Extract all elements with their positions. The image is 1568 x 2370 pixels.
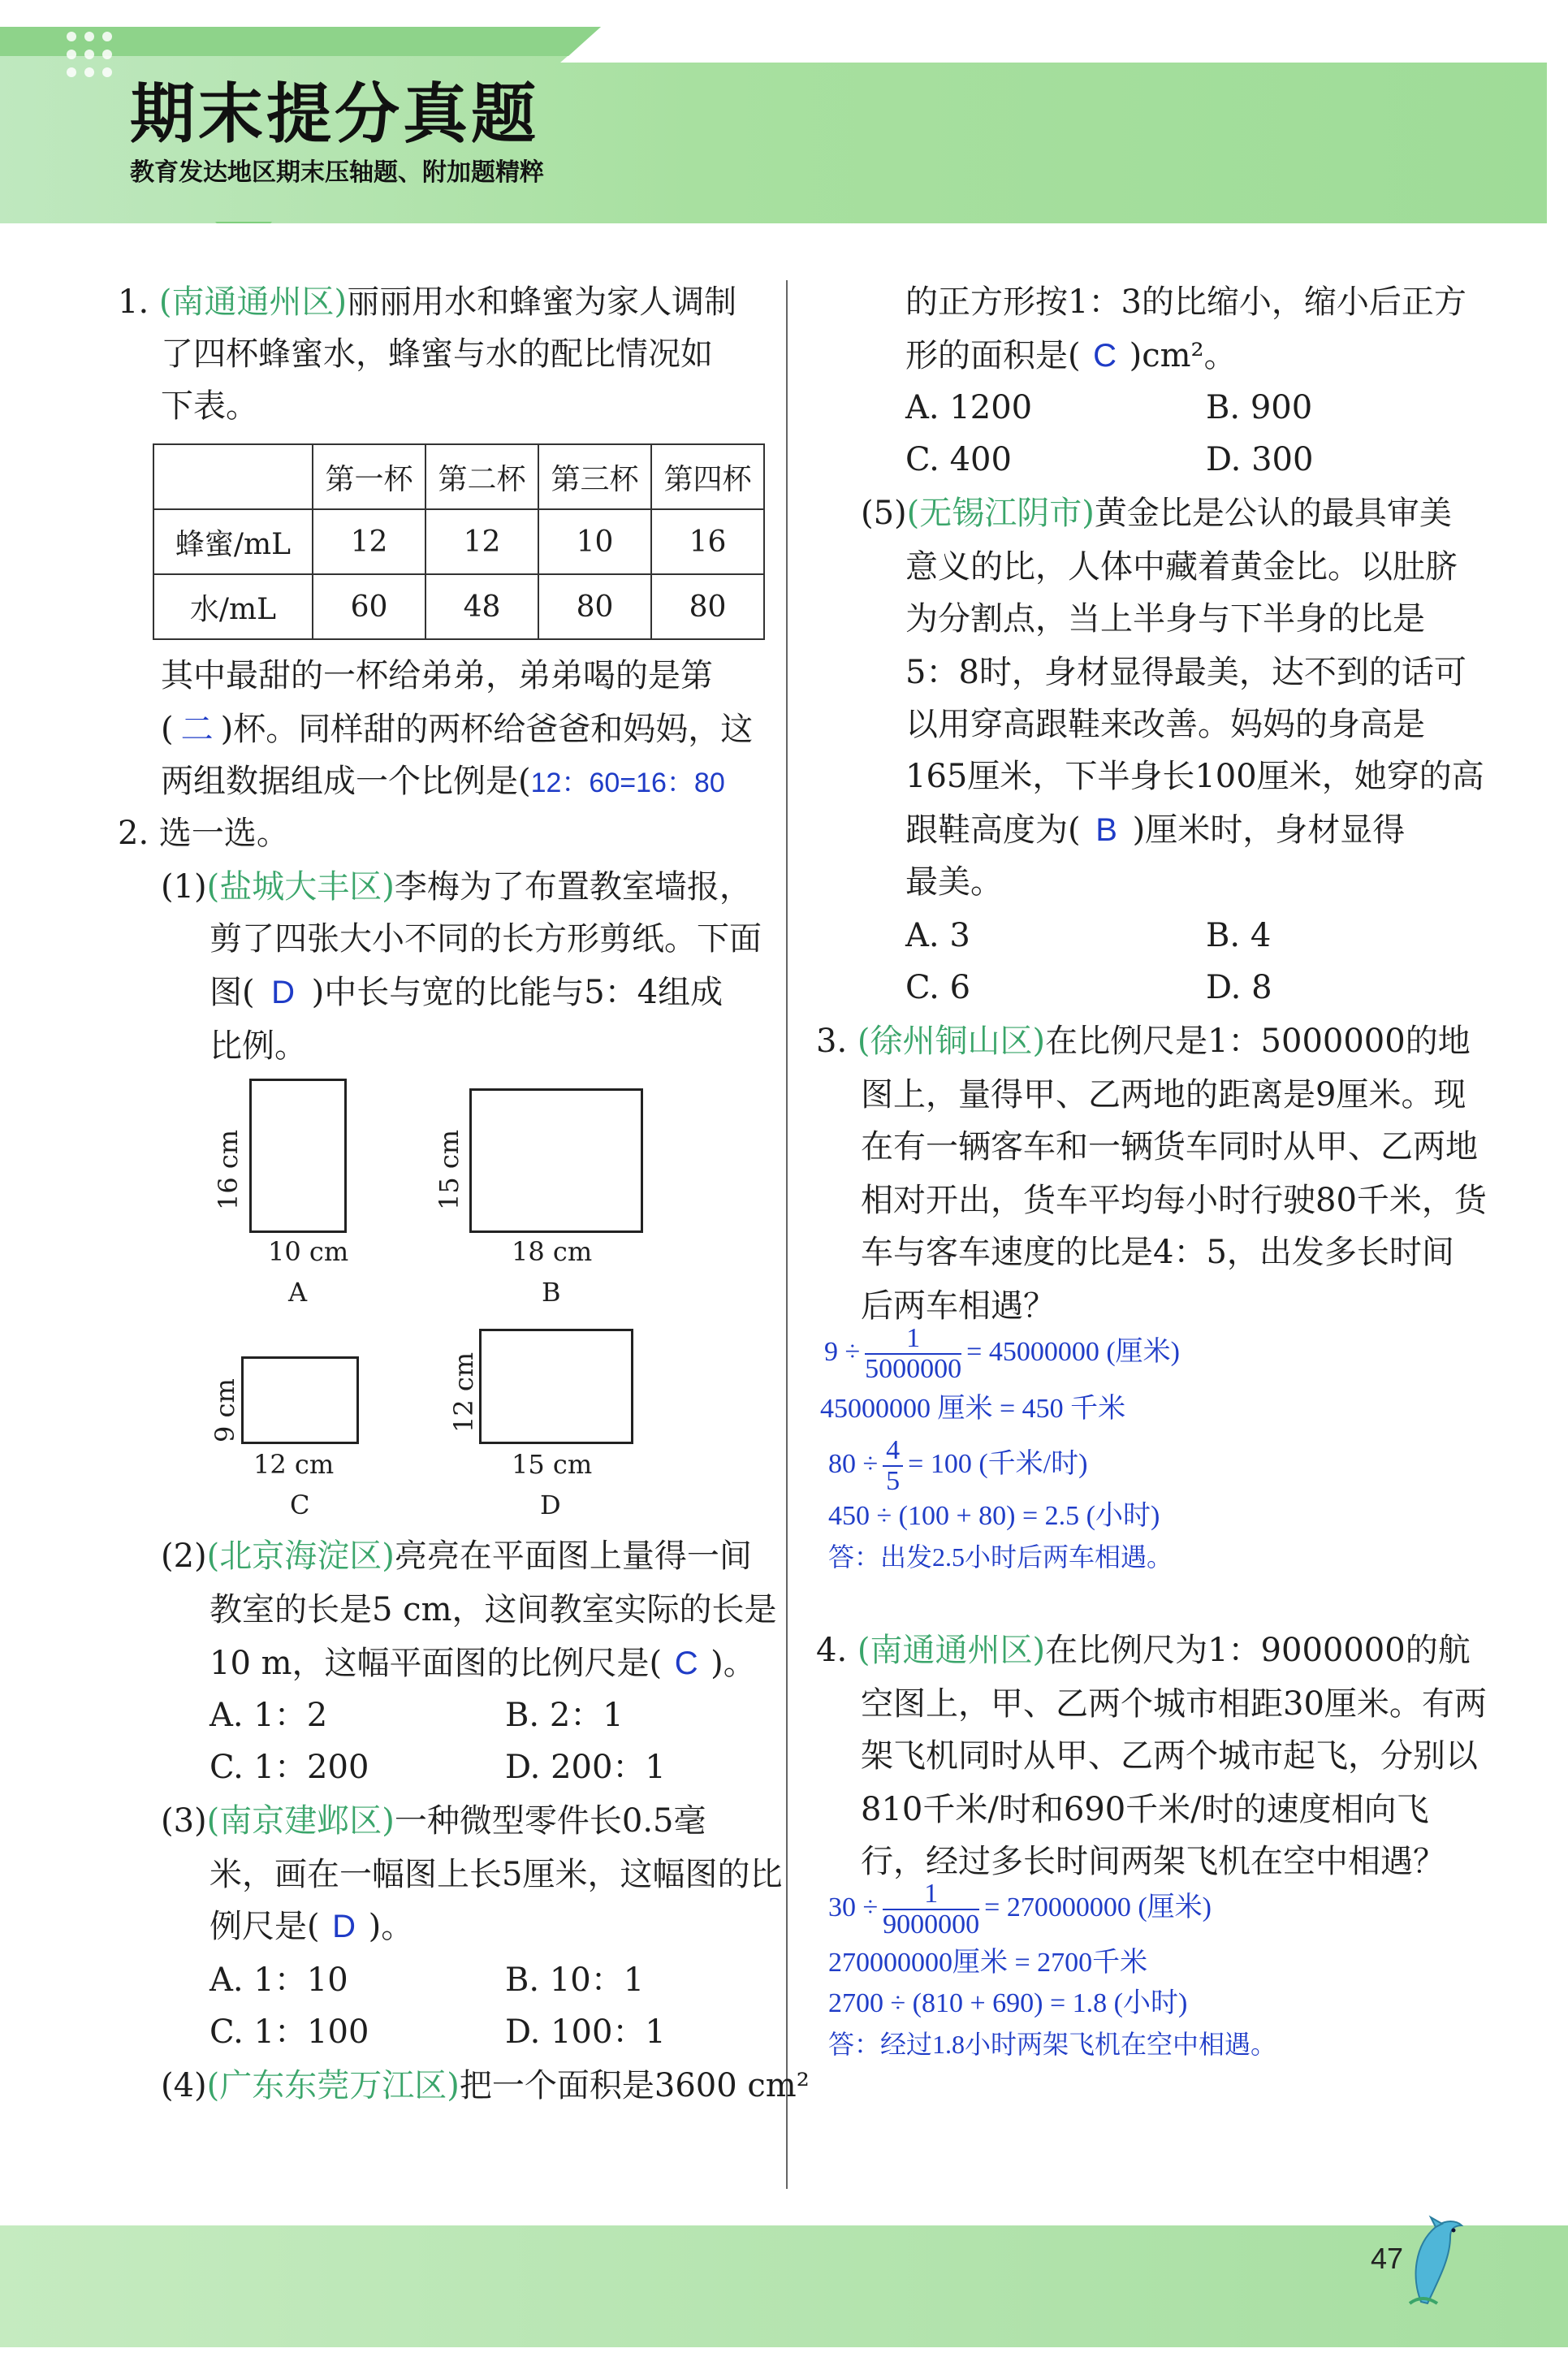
question-text: 在比例尺是1：5000000的地	[1045, 1023, 1471, 1060]
table-header-cell: 第三杯	[538, 444, 651, 509]
table-cell: 80	[651, 574, 764, 639]
question-3-line3: 在有一辆客车和一辆货车同时从甲、乙两地	[861, 1128, 1478, 1166]
question-text: )。	[711, 1645, 756, 1682]
solution-line: 450 ÷ (100 + 80) = 2.5 (小时)	[828, 1501, 1160, 1531]
fraction-numerator: 1	[865, 1324, 961, 1355]
option-b: B. 10：1	[505, 1961, 645, 1999]
q2-part1-line3	[209, 967, 723, 1018]
question-3-line4: 相对开出，货车平均每小时行驶80千米，货	[861, 1182, 1487, 1219]
fraction-numerator: 1	[883, 1879, 979, 1910]
solution-text: 9 ÷	[824, 1336, 861, 1367]
solution-line	[828, 1879, 1212, 1940]
question-1-line1	[118, 276, 736, 328]
table-cell: 60	[313, 574, 425, 639]
solution-answer: 答：出发2.5小时后两车相遇。	[828, 1542, 1173, 1572]
question-4-line4: 810千米/时和690千米/时的速度相向飞	[861, 1791, 1429, 1828]
part-label: (4)	[161, 2067, 207, 2104]
q2-part2-line2: 教室的长是5 cm，这间教室实际的长是	[209, 1591, 777, 1628]
table-cell: 48	[425, 574, 538, 639]
figure-letter: B	[542, 1277, 561, 1308]
part-label: (2)	[161, 1537, 207, 1575]
answer-blank: B	[1095, 812, 1117, 848]
question-4-line3: 架飞机同时从甲、乙两个城市起飞，分别以	[861, 1737, 1478, 1775]
question-text: 杯。同样甜的两杯给爸爸和妈妈，这	[233, 711, 754, 748]
option-a: A. 1：2	[209, 1697, 328, 1734]
question-number: 3.	[816, 1023, 848, 1060]
question-text: 两组数据组成一个比例是(	[161, 763, 531, 800]
q2-part1-line4: 比例。	[209, 1027, 307, 1065]
question-3-line5: 车与客车速度的比是4：5，出发多长时间	[861, 1234, 1454, 1271]
fraction	[883, 1436, 903, 1496]
part-label: (3)	[161, 1802, 207, 1840]
question-text: 把一个面积是3600 cm²	[459, 2067, 810, 2104]
answer-blank: 二	[180, 711, 214, 747]
question-1-after3	[161, 755, 725, 809]
table-cell: 12	[313, 509, 425, 574]
rectangle-shape	[249, 1079, 347, 1233]
q2-part1-line1	[161, 861, 752, 913]
question-text: )cm²。	[1129, 337, 1237, 374]
option-c: C. 6	[905, 969, 971, 1006]
question-1-after2: ( 二 )杯。同样甜的两杯给爸爸和妈妈，这	[161, 703, 753, 755]
table-cell: 80	[538, 574, 651, 639]
solution-text: = 270000000 (厘米)	[984, 1892, 1212, 1922]
part-label: (1)	[161, 868, 207, 906]
answer-blank: D	[271, 975, 296, 1010]
question-1-after1: 其中最甜的一杯给弟弟，弟弟喝的是第	[161, 657, 713, 694]
question-number: 1.	[118, 283, 149, 321]
q2-part5-line2: 意义的比，人体中藏着黄金比。以肚脐	[905, 548, 1458, 586]
q2-part5-line7	[905, 804, 1405, 856]
question-3-line6: 后两车相遇？	[861, 1287, 1056, 1325]
honey-water-table	[153, 443, 765, 640]
q2-part4-line1	[161, 2060, 810, 2112]
table-header-row	[153, 444, 764, 509]
question-text: 跟鞋高度为(	[905, 811, 1081, 849]
question-text: 一种微型零件长0.5毫	[394, 1802, 706, 1840]
question-text: 丽丽用水和蜂蜜为家人调制	[347, 283, 737, 321]
question-text: )。	[368, 1908, 414, 1945]
question-2-title	[118, 807, 289, 859]
source-tag: (北京海淀区)	[206, 1537, 395, 1575]
source-tag: (徐州铜山区)	[857, 1023, 1046, 1060]
q2-part5-line6: 165厘米，下半身长100厘米，她穿的高	[905, 758, 1484, 795]
question-1-line3: 下表。	[161, 387, 258, 425]
fraction	[865, 1324, 961, 1384]
source-tag: (盐城大丰区)	[206, 868, 395, 906]
table-row	[153, 509, 764, 574]
source-tag: (南京建邺区)	[206, 1802, 395, 1840]
table-header-cell: 第四杯	[651, 444, 764, 509]
figure-letter: D	[540, 1490, 561, 1520]
source-tag: (南通通州区)	[857, 1632, 1046, 1669]
fraction	[883, 1879, 979, 1940]
table-header-cell: 第二杯	[425, 444, 538, 509]
page-title: 期末提分真题	[130, 76, 539, 152]
solution-text: 80 ÷	[828, 1448, 879, 1479]
option-a: A. 1200	[905, 389, 1033, 426]
q2-part5-line5: 以用穿高跟鞋来改善。妈妈的身高是	[905, 706, 1425, 743]
option-d: D. 8	[1206, 969, 1272, 1006]
option-d: D. 200：1	[505, 1749, 666, 1786]
table-cell: 16	[651, 509, 764, 574]
height-label: 9 cm	[209, 1378, 240, 1442]
q2-part3-line1	[161, 1795, 706, 1847]
q2-part3-line3	[209, 1901, 413, 1953]
fraction-denominator: 9000000	[883, 1909, 980, 1940]
header-dots-decoration	[65, 30, 114, 82]
width-label: 18 cm	[512, 1236, 593, 1267]
answer-blank: 12：60=16：80	[530, 768, 725, 798]
q2-part2-line3	[209, 1637, 756, 1689]
source-tag: (无锡江阴市)	[906, 495, 1095, 532]
solution-line: 45000000 厘米 = 450 千米	[820, 1394, 1126, 1424]
q2-part2-line1	[161, 1530, 752, 1582]
figure-letter: A	[288, 1277, 308, 1308]
page-number: 47	[1371, 2242, 1404, 2275]
question-text: 图(	[209, 974, 255, 1011]
question-3-line1	[816, 1015, 1471, 1067]
question-4-line1	[816, 1624, 1471, 1676]
table-row-label: 蜂蜜/mL	[153, 509, 313, 574]
option-a: A. 1：10	[209, 1961, 348, 1999]
question-3-line2: 图上，量得甲、乙两地的距离是9厘米。现	[861, 1076, 1466, 1114]
table-row	[153, 574, 764, 639]
solution-answer: 答：经过1.8小时两架飞机在空中相遇。	[828, 2030, 1277, 2059]
source-tag: (广东东莞万江区)	[206, 2067, 460, 2104]
q2-part5-line8: 最美。	[905, 863, 1003, 901]
option-b: B. 2：1	[505, 1697, 624, 1734]
option-b: B. 900	[1206, 389, 1313, 426]
rectangle-shape	[479, 1329, 633, 1444]
table-cell: 12	[425, 509, 538, 574]
fraction-denominator: 5000000	[865, 1354, 962, 1384]
option-c: C. 1：200	[209, 1749, 369, 1786]
option-b: B. 4	[1206, 917, 1272, 954]
solution-line	[828, 1436, 1087, 1496]
question-text: 亮亮在平面图上量得一间	[394, 1537, 752, 1575]
option-c: C. 400	[905, 441, 1012, 478]
option-d: D. 300	[1206, 441, 1314, 478]
solution-text: = 45000000 (厘米)	[966, 1336, 1180, 1367]
width-label: 10 cm	[268, 1236, 349, 1267]
question-4-line2: 空图上，甲、乙两个城市相距30厘米。有两	[861, 1685, 1487, 1723]
solution-line: 2700 ÷ (810 + 690) = 1.8 (小时)	[828, 1988, 1188, 2018]
option-a: A. 3	[905, 917, 970, 954]
table-cell: 10	[538, 509, 651, 574]
footer-band	[0, 2225, 1568, 2370]
solution-line: 270000000厘米 = 2700千米	[828, 1948, 1148, 1978]
q2-part5-line3: 为分割点，当上半身与下半身的比是	[905, 600, 1425, 638]
question-4-line5: 行，经过多长时间两架飞机在空中相遇？	[861, 1843, 1445, 1880]
question-number: 2.	[118, 815, 149, 852]
figure-letter: C	[290, 1490, 310, 1520]
height-label: 12 cm	[448, 1352, 479, 1433]
height-label: 15 cm	[434, 1129, 464, 1210]
width-label: 12 cm	[253, 1449, 335, 1480]
solution-text: 30 ÷	[828, 1892, 879, 1922]
column-divider	[786, 280, 788, 2189]
q2-part5-line4: 5：8时，身材显得最美，达不到的话可	[905, 654, 1466, 691]
table-header-cell: 第一杯	[313, 444, 425, 509]
question-text: 在比例尺为1：9000000的航	[1045, 1632, 1471, 1669]
footer-background	[0, 2225, 1568, 2370]
option-d: D. 100：1	[505, 2013, 666, 2051]
question-text: 例尺是(	[209, 1908, 320, 1945]
rectangle-shape	[469, 1088, 643, 1233]
solution-text: = 100 (千米/时)	[908, 1448, 1088, 1479]
answer-blank: C	[674, 1646, 698, 1681]
question-number: 4.	[816, 1632, 848, 1669]
header-banner	[0, 20, 1547, 223]
q2-part4-line2: 的正方形按1：3的比缩小，缩小后正方	[905, 283, 1466, 321]
q2-part4-line3	[905, 330, 1237, 382]
table-row-label: 水/mL	[153, 574, 313, 639]
q2-part5-line1	[861, 487, 1452, 539]
option-c: C. 1：100	[209, 2013, 369, 2051]
source-tag: (南通通州区)	[158, 283, 348, 321]
q2-part1-line2: 剪了四张大小不同的长方形剪纸。下面	[209, 920, 762, 958]
fraction-denominator: 5	[886, 1466, 901, 1496]
width-label: 15 cm	[512, 1449, 593, 1480]
question-text: 10 m，这幅平面图的比例尺是(	[209, 1645, 663, 1682]
question-text: 黄金比是公认的最具审美	[1094, 495, 1452, 532]
question-text: 形的面积是(	[905, 337, 1081, 374]
solution-line	[824, 1324, 1180, 1384]
height-label: 16 cm	[213, 1129, 244, 1210]
answer-blank: D	[332, 1909, 356, 1944]
table-cell	[153, 444, 313, 509]
answer-blank: C	[1093, 338, 1117, 374]
question-text: )中长与宽的比能与5：4组成	[311, 974, 724, 1011]
fraction-numerator: 4	[883, 1436, 903, 1467]
page-subtitle: 教育发达地区期末压轴题、附加题精粹	[130, 158, 544, 187]
part-label: (5)	[861, 495, 907, 532]
question-text: 选一选。	[158, 815, 289, 852]
question-text: )厘米时，身材显得	[1132, 811, 1406, 849]
dolphin-mascot-icon	[1403, 2212, 1468, 2313]
rectangle-shape	[241, 1356, 359, 1444]
question-1-line2: 了四杯蜂蜜水，蜂蜜与水的配比情况如	[161, 335, 713, 373]
q2-part3-line2: 米，画在一幅图上长5厘米，这幅图的比	[209, 1856, 783, 1893]
question-text: 李梅为了布置教室墙报，	[394, 868, 752, 906]
